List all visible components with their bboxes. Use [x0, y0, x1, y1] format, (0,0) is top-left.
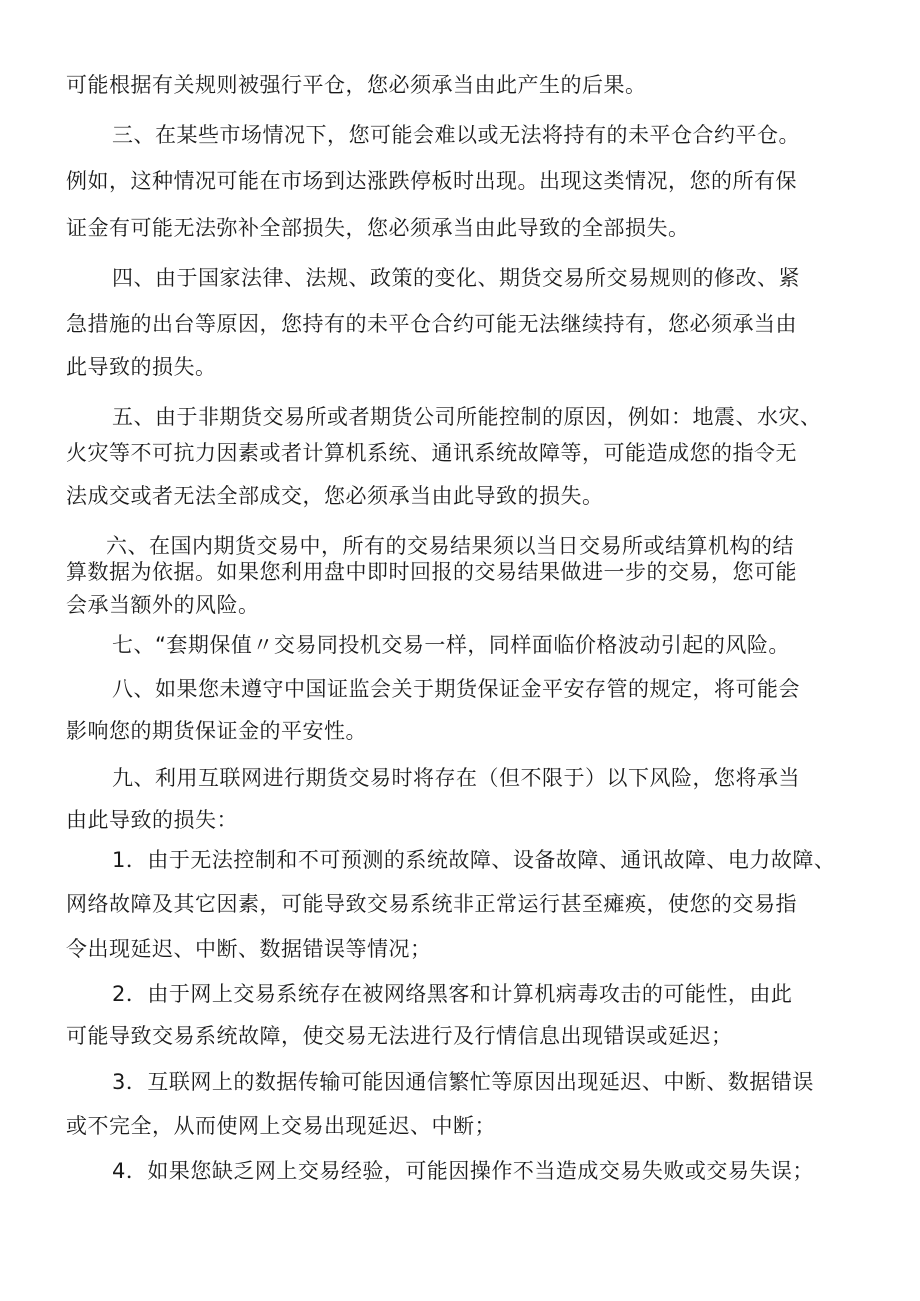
text-line: 1．由于无法控制和不可预测的系统故障、设备故障、通讯故障、电力故障、	[112, 848, 836, 872]
text-line: 例如，这种情况可能在市场到达涨跌停板时出现。出现这类情况，您的所有保	[66, 169, 797, 193]
text-line: 此导致的损失。	[66, 355, 217, 379]
text-line: 五、由于非期货交易所或者期货公司所能控制的原因，例如：地震、水灾、	[112, 405, 822, 429]
text-line: 可能根据有关规则被强行平仓，您必须承当由此产生的后果。	[66, 73, 647, 97]
text-line: 会承当额外的风险。	[66, 593, 260, 617]
text-line: 4．如果您缺乏网上交易经验，可能因操作不当造成交易失败或交易失误；	[112, 1159, 814, 1183]
text-line: 由此导致的损失：	[66, 808, 238, 832]
text-line: 六、在国内期货交易中，所有的交易结果须以当日交易所或结算机构的结	[106, 534, 794, 558]
text-line: 八、如果您未遵守中国证监会关于期货保证金平安存管的规定，将可能会	[112, 677, 800, 701]
text-line: 可能导致交易系统故障，使交易无法进行及行情信息出现错误或延迟；	[66, 1024, 733, 1048]
text-line: 影响您的期货保证金的平安性。	[66, 719, 367, 743]
text-line: 网络故障及其它因素，可能导致交易系统非正常运行甚至瘫痪，使您的交易指	[66, 892, 797, 916]
text-line: 3．互联网上的数据传输可能因通信繁忙等原因出现延迟、中断、数据错误	[112, 1070, 814, 1094]
text-line: 三、在某些市场情况下，您可能会难以或无法将持有的未平仓合约平仓。	[112, 123, 800, 147]
text-line: 法成交或者无法全部成交，您必须承当由此导致的损失。	[66, 484, 604, 508]
text-line: 2．由于网上交易系统存在被网络黑客和计算机病毒攻击的可能性，由此	[112, 982, 793, 1006]
text-line: 七、“套期保值〃交易同投机交易一样，同样面临价格波动引起的风险。	[112, 633, 790, 657]
text-line: 令出现延迟、中断、数据错误等情况；	[66, 937, 432, 961]
text-line: 四、由于国家法律、法规、政策的变化、期货交易所交易规则的修改、紧	[112, 266, 800, 290]
text-line: 证金有可能无法弥补全部损失，您必须承当由此导致的全部损失。	[66, 216, 690, 240]
text-line: 或不完全，从而使网上交易出现延迟、中断；	[66, 1114, 496, 1138]
text-line: 九、利用互联网进行期货交易时将存在（但不限于）以下风险，您将承当	[112, 766, 800, 790]
text-line: 算数据为依据。如果您利用盘中即时回报的交易结果做进一步的交易，您可能	[66, 560, 797, 584]
text-line: 火灾等不可抗力因素或者计算机系统、通讯系统故障等，可能造成您的指令无	[66, 441, 797, 465]
text-line: 急措施的出台等原因，您持有的未平仓合约可能无法继续持有，您必须承当由	[66, 312, 797, 336]
